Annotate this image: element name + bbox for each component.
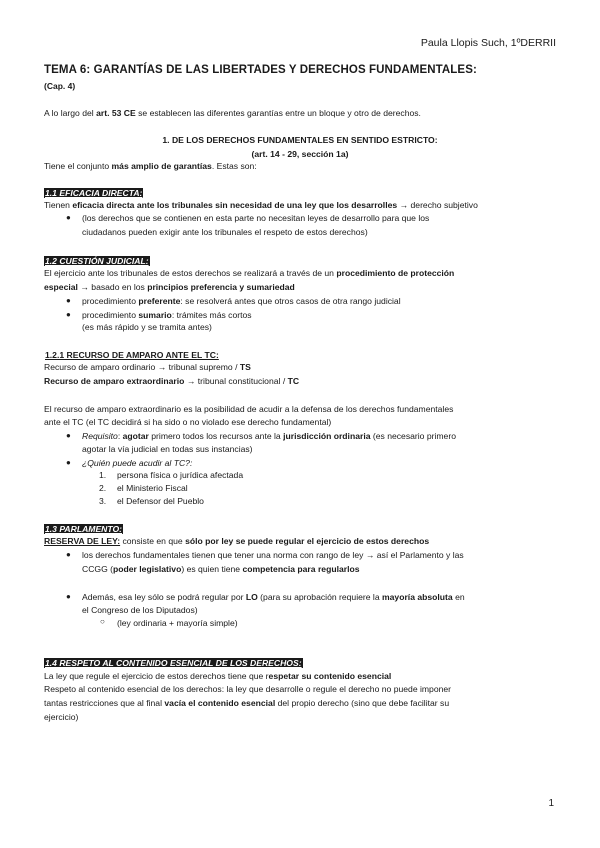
s12-bullet-1: procedimiento preferente: se resolverá antes que otros casos de otra rango judicial [82,296,401,306]
list-item: el Ministerio Fiscal [117,483,188,493]
bullet-dot-icon: ● [66,310,71,319]
s121-bullet-quien: ¿Quién puede acudir al TC?: [82,458,193,468]
bullet-dot-icon: ● [66,296,71,305]
section-1-lead: Tiene el conjunto más amplio de garantías. Estas son: [44,161,257,171]
page-subtitle: (Cap. 4) [44,81,76,91]
section-1-4-heading: 1.4 RESPETO AL CONTENIDO ESENCIAL DE LOS DERECHOS: [45,658,302,668]
bullet-dot-icon: ● [66,213,71,222]
s13-bullet-2-line-2: el Congreso de los Diputados) [82,605,198,615]
list-item: el Defensor del Pueblo [117,496,204,506]
list-number: 3. [99,496,107,506]
bullet-dot-icon: ● [66,550,71,559]
page-title: TEMA 6: GARANTÍAS DE LAS LIBERTADES Y DERECHOS FUNDAMENTALES: [44,64,477,76]
s14-line-1: La ley que regule el ejercicio de estos derechos tiene que respetar su contenido esencial [44,671,392,681]
intro-paragraph: A lo largo del art. 53 CE se establecen las diferentes garantías entre un bloque y otro de derechos. [44,108,421,118]
s11-bullet-line-1: (los derechos que se contienen en esta parte no necesitan leyes de desarrollo para que los [82,213,430,223]
s121-bullet-requisito-line-2: agotar la vía judicial en todas sus instancias) [82,444,253,454]
s121-line-1: Recurso de amparo ordinario → tribunal supremo / TS [44,362,251,372]
s121-paragraph-line-2: ante el TC (el TC decidirá si ha sido o no violado ese derecho fundamental) [44,417,332,427]
section-1-2-heading: 1.2 CUESTIÓN JUDICIAL: [45,256,149,266]
s14-line-2: Respeto al contenido esencial de los derechos: la ley que desarrolle o regule el derecho no puede imponer [44,684,452,694]
list-number: 1. [99,470,107,480]
s12-line-2: especial → basado en los principios preferencia y sumariedad [44,282,295,292]
bullet-dot-icon: ● [66,431,71,440]
list-item: persona física o jurídica afectada [117,470,244,480]
s121-bullet-requisito: Requisito: agotar primero todos los recursos ante la jurisdicción ordinaria (es necesario primero [82,431,456,441]
bullet-dot-icon: ● [66,458,71,467]
s13-reserva-line: RESERVA DE LEY: consiste en que sólo por ley se puede regular el ejercicio de estos derechos [44,536,430,546]
bullet-dot-icon: ● [66,592,71,601]
s11-bullet-line-2: ciudadanos pueden exigir ante los tribunales el respeto de estos derechos) [82,227,368,237]
section-1-2-1-heading: 1.2.1 RECURSO DE AMPARO ANTE EL TC: [45,350,219,360]
s12-line-1: El ejercicio ante los tribunales de estos derechos se realizará a través de un procedimiento de protección [44,268,455,278]
s12-bullet-2: procedimiento sumario: trámites más cortos [82,310,252,320]
s13-bullet-2: Además, esa ley sólo se podrá regular por LO (para su aprobación requiere la mayoría absoluta en [82,592,465,602]
page-number: 1 [548,798,554,809]
s14-line-3: tantas restricciones que al final vacía el contenido esencial del propio derecho (sino que debe facilitar su [44,698,450,708]
section-1-heading: 1. DE LOS DERECHOS FUNDAMENTALES EN SENTIDO ESTRICTO: [162,135,438,145]
s121-line-2: Recurso de amparo extraordinario → tribunal constitucional / TC [44,376,300,386]
s13-sub-bullet: (ley ordinaria + mayoría simple) [117,618,238,628]
section-1-subheading: (art. 14 - 29, sección 1a) [251,149,349,159]
section-1-3-heading: 1.3 PARLAMENTO: [45,524,123,534]
section-1-1-heading: 1.1 EFICACIA DIRECTA: [45,188,143,198]
s13-bullet-1-line-2: CCGG (poder legislativo) es quien tiene competencia para regularlos [82,564,360,574]
circle-bullet-icon: ○ [100,617,105,626]
s13-bullet-1-line-1: los derechos fundamentales tienen que tener una norma con rango de ley → así el Parlamento y las [82,550,464,560]
list-number: 2. [99,483,107,493]
s11-line: Tienen eficacia directa ante los tribunales sin necesidad de una ley que los desarrolles → derecho subjetivo [44,200,478,210]
s121-paragraph-line-1: El recurso de amparo extraordinario es la posibilidad de acudir a la defensa de los derechos fundamentales [44,404,454,414]
author-header: Paula Llopis Such, 1ºDERRII [420,37,556,49]
s12-bullet-2-line-2: (es más rápido y se tramita antes) [82,322,212,332]
s14-line-4: ejercicio) [44,712,79,722]
